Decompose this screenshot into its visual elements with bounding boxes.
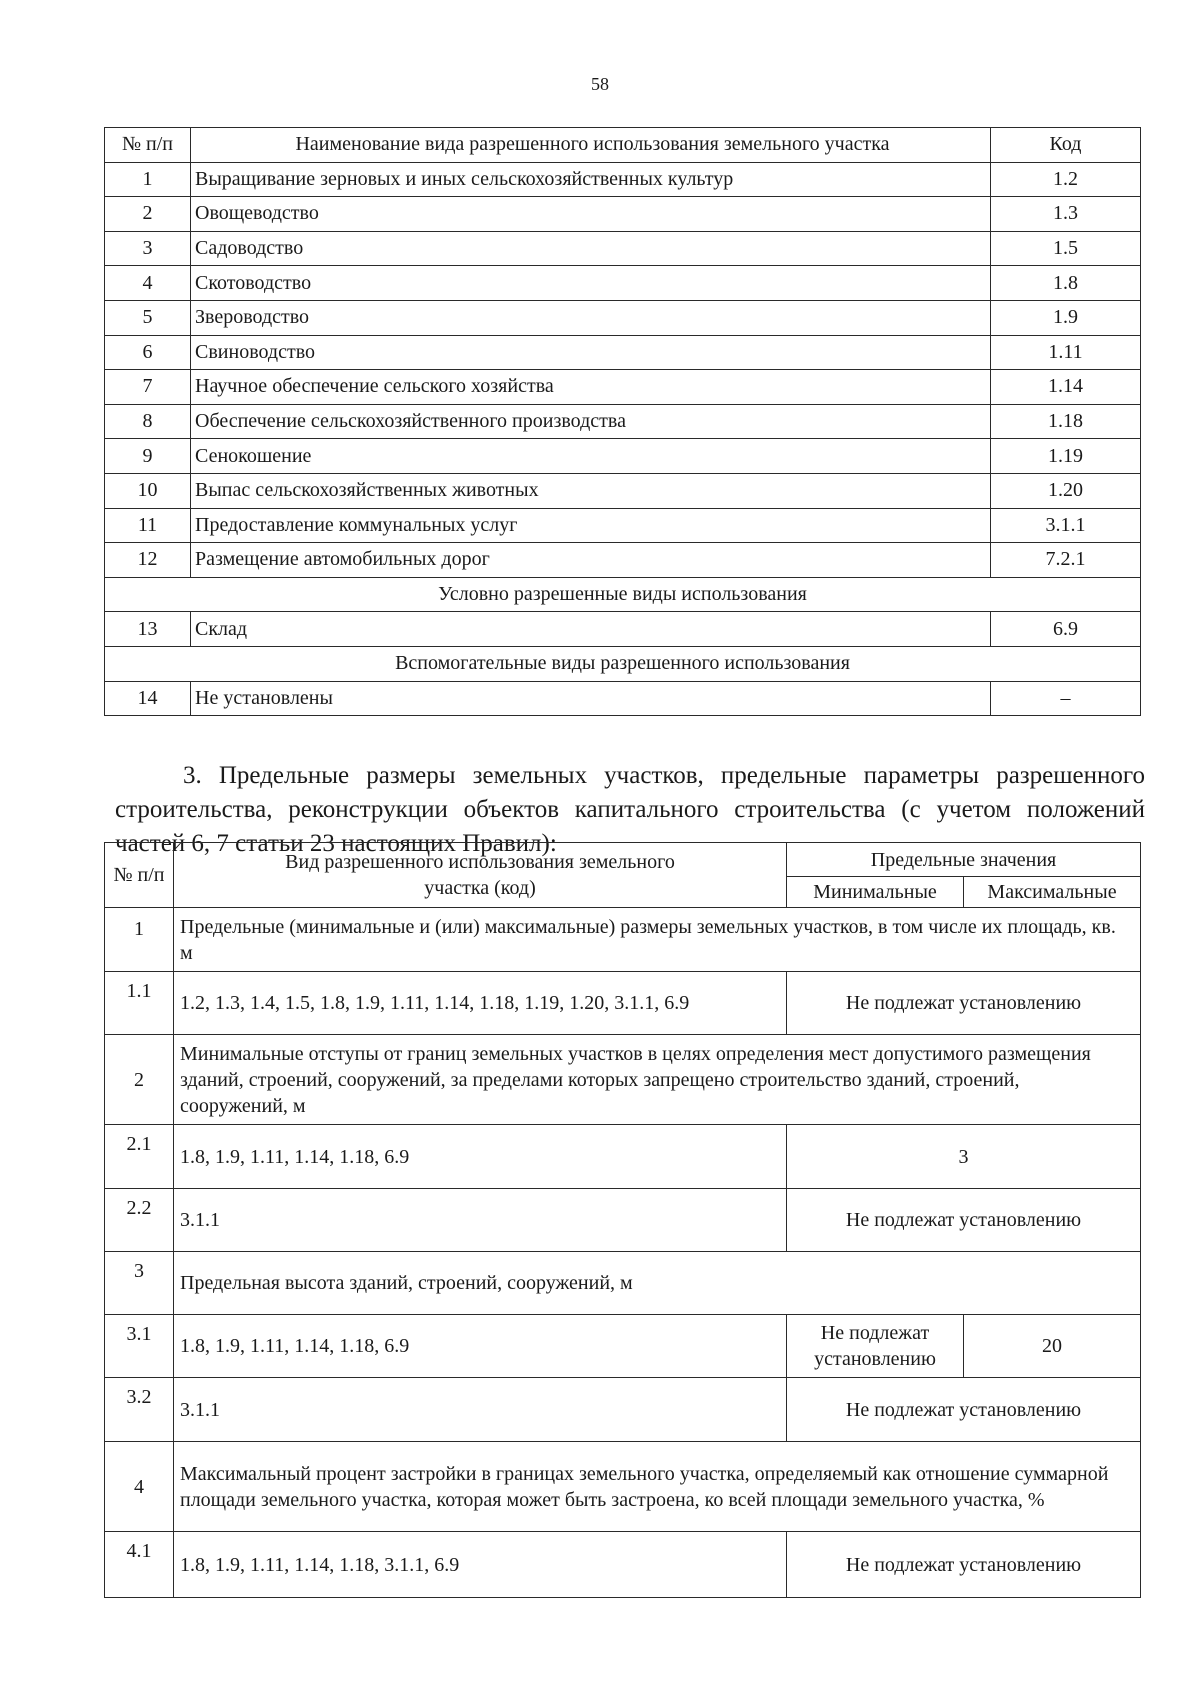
row-num: 6 [105,335,191,370]
row-num: 14 [105,681,191,716]
table-row [105,473,1141,508]
row-num: 13 [105,612,191,647]
row-name: Садоводство [191,231,991,266]
row-name: Научное обеспечение сельского хозяйства [191,370,991,405]
row-codes: 1.8, 1.9, 1.11, 1.14, 1.18, 3.1.1, 6.9 [174,1532,787,1598]
row-name: Овощеводство [191,197,991,232]
row-code: 1.9 [991,300,1141,335]
row-num: 10 [105,473,191,508]
permitted-uses-table [104,127,1141,716]
row-codes: 1.2, 1.3, 1.4, 1.5, 1.8, 1.9, 1.11, 1.14, 1.18, 1.19, 1.20, 3.1.1, 6.9 [174,972,787,1035]
section-row [105,646,1141,681]
table-row [105,681,1141,716]
row-text: Предельная высота зданий, строений, сооружений, м [174,1252,1141,1315]
row-value: Не подлежат установлению [787,1378,1141,1442]
table-header-row [105,843,1141,877]
conditional-uses-heading: Условно разрешенные виды использования [105,577,1141,612]
row-num: 2.2 [105,1189,174,1252]
table-row [105,266,1141,301]
table-row [105,1125,1141,1189]
row-num: 9 [105,439,191,474]
row-name: Размещение автомобильных дорог [191,543,991,578]
row-code: 1.2 [991,162,1141,197]
table-row [105,508,1141,543]
row-min-value: Не подлежат установлению [787,1315,964,1378]
row-max-value: 20 [964,1315,1141,1378]
row-num: 2 [105,197,191,232]
row-code: 1.8 [991,266,1141,301]
row-num: 4.1 [105,1532,174,1598]
row-value: Не подлежат установлению [787,972,1141,1035]
row-value: Не подлежат установлению [787,1532,1141,1598]
row-text: Максимальный процент застройки в границах земельного участка, определяемый как отношение суммарной площади земельного участка, которая может быть застроена, ко всей площади земельного участка, % [174,1442,1141,1532]
header-limits: Предельные значения [787,843,1141,877]
header-min: Минимальные [787,877,964,908]
row-name: Скотоводство [191,266,991,301]
row-text: Минимальные отступы от границ земельных участков в целях определения мест допустимого размещения зданий, строений, сооружений, за пределами которых запрещено строительство зданий, строений, сооружений, м [174,1035,1141,1125]
table-row [105,370,1141,405]
row-value: Не подлежат установлению [787,1189,1141,1252]
table-row [105,543,1141,578]
row-name: Предоставление коммунальных услуг [191,508,991,543]
section-3-paragraph: 3. Предельные размеры земельных участков, предельные параметры разрешенного строительства, реконструкции объектов капитального строительства (с учетом положений частей 6, 7 статьи 23 настоящих Правил): [115,762,1145,857]
row-value: 3 [787,1125,1141,1189]
table-row [105,908,1141,972]
row-num: 12 [105,543,191,578]
row-code: 1.14 [991,370,1141,405]
row-num: 3 [105,1252,174,1315]
row-num: 1.1 [105,972,174,1035]
table-row [105,1035,1141,1125]
row-num: 2.1 [105,1125,174,1189]
table-row [105,300,1141,335]
row-name: Склад [191,612,991,647]
header-num: № п/п [105,843,174,908]
row-code: 1.20 [991,473,1141,508]
row-code: – [991,681,1141,716]
row-num: 3.2 [105,1378,174,1442]
row-num: 5 [105,300,191,335]
row-code: 7.2.1 [991,543,1141,578]
row-codes: 1.8, 1.9, 1.11, 1.14, 1.18, 6.9 [174,1125,787,1189]
table-row [105,335,1141,370]
row-name: Выпас сельскохозяйственных животных [191,473,991,508]
row-num: 1 [105,162,191,197]
table-row [105,439,1141,474]
row-name: Обеспечение сельскохозяйственного производства [191,404,991,439]
row-name: Не установлены [191,681,991,716]
table-row [105,1442,1141,1532]
row-code: 3.1.1 [991,508,1141,543]
row-num: 1 [105,908,174,972]
row-name: Звероводство [191,300,991,335]
header-max: Максимальные [964,877,1141,908]
row-codes: 3.1.1 [174,1378,787,1442]
page-number: 58 [591,74,609,94]
row-num: 4 [105,1442,174,1532]
header-name: Наименование вида разрешенного использования земельного участка [191,128,991,163]
table-row [105,1378,1141,1442]
table-row [105,1252,1141,1315]
table-row [105,162,1141,197]
row-num: 7 [105,370,191,405]
table-header-row [105,128,1141,163]
row-num: 3 [105,231,191,266]
row-code: 1.18 [991,404,1141,439]
header-type: Вид разрешенного использования земельного участка (код) [174,843,787,908]
header-code: Код [991,128,1141,163]
table-row [105,1315,1141,1378]
auxiliary-uses-heading: Вспомогательные виды разрешенного использования [105,646,1141,681]
row-name: Сенокошение [191,439,991,474]
row-num: 3.1 [105,1315,174,1378]
row-code: 1.5 [991,231,1141,266]
table-row [105,404,1141,439]
row-num: 11 [105,508,191,543]
row-num: 2 [105,1035,174,1125]
row-code: 1.11 [991,335,1141,370]
table-row [105,1189,1141,1252]
row-num: 8 [105,404,191,439]
table-row [105,1532,1141,1598]
table-row [105,197,1141,232]
table-row [105,612,1141,647]
table-row [105,231,1141,266]
row-name: Выращивание зерновых и иных сельскохозяйственных культур [191,162,991,197]
header-num: № п/п [105,128,191,163]
limit-parameters-table [104,842,1141,1598]
table-row [105,972,1141,1035]
row-codes: 3.1.1 [174,1189,787,1252]
row-num: 4 [105,266,191,301]
row-code: 1.3 [991,197,1141,232]
row-code: 6.9 [991,612,1141,647]
row-codes: 1.8, 1.9, 1.11, 1.14, 1.18, 6.9 [174,1315,787,1378]
row-name: Свиноводство [191,335,991,370]
row-text: Предельные (минимальные и (или) максимальные) размеры земельных участков, в том числе их площадь, кв. м [174,908,1141,972]
section-row [105,577,1141,612]
row-code: 1.19 [991,439,1141,474]
